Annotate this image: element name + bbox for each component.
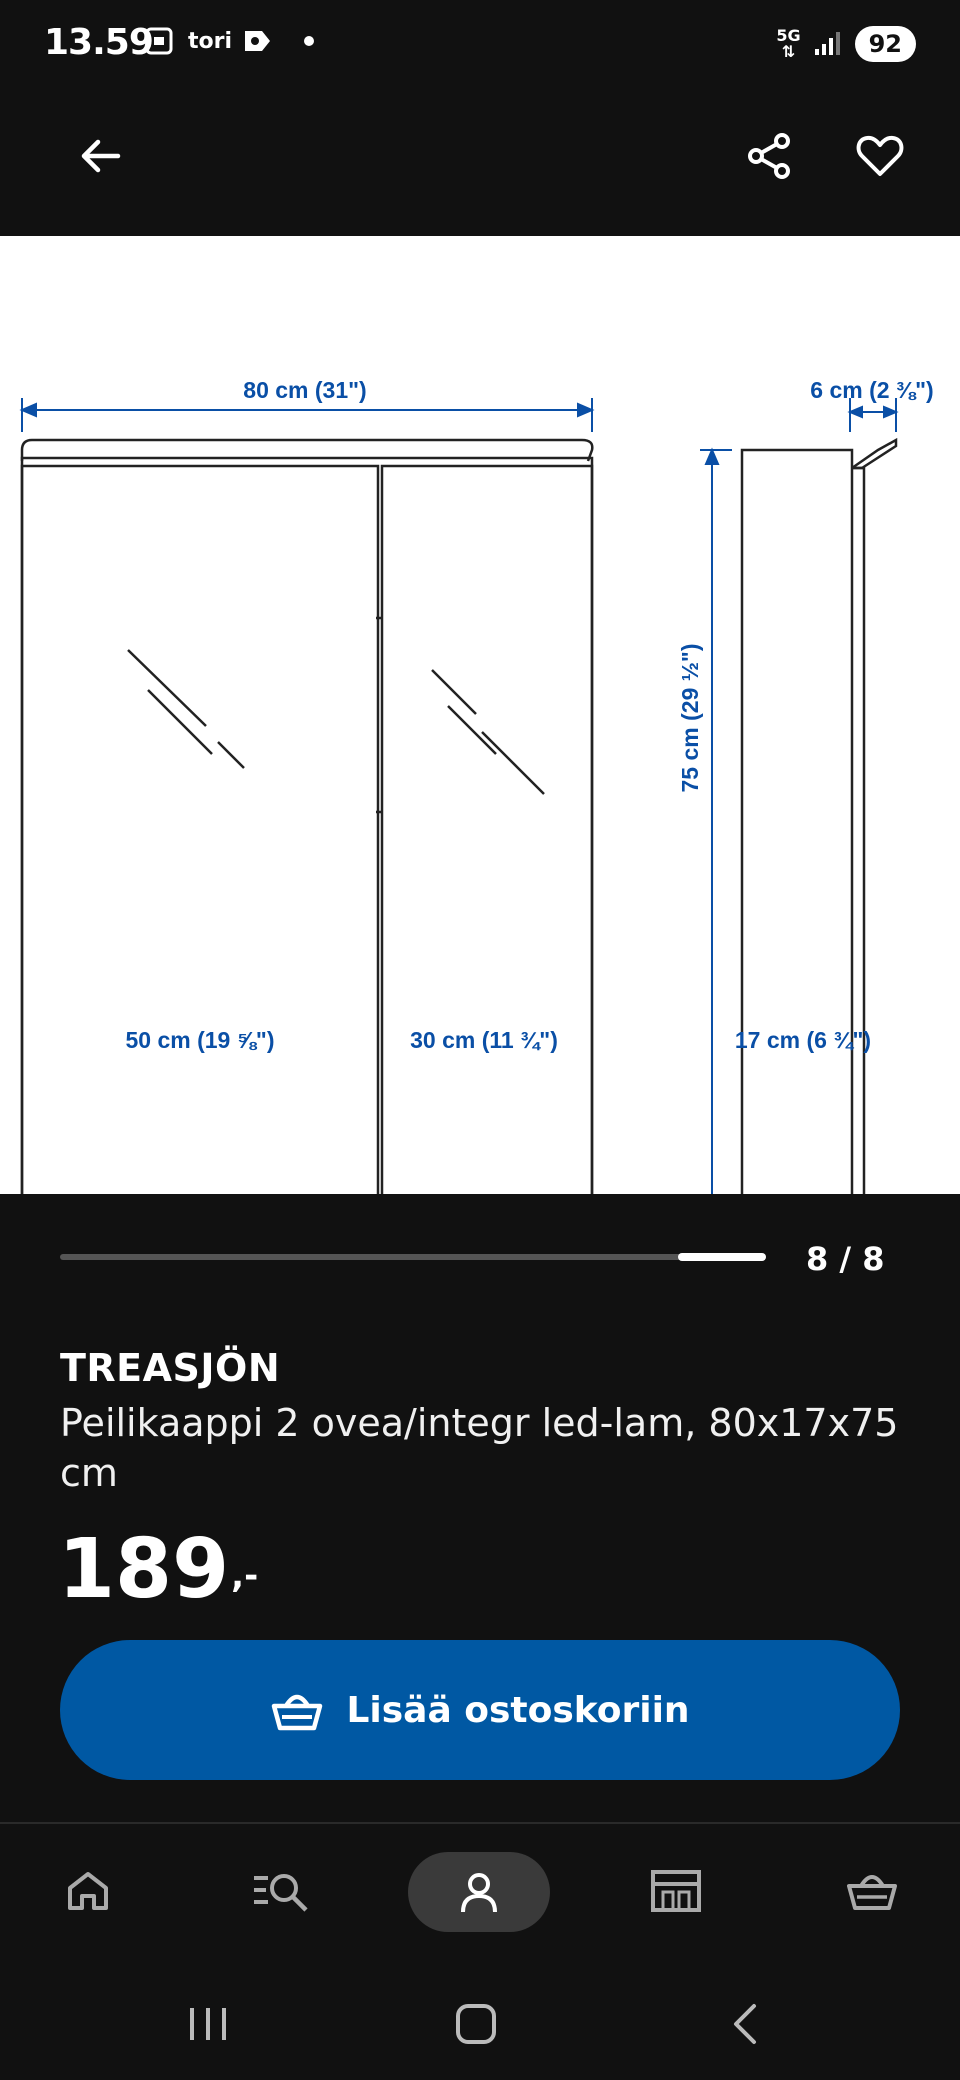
- share-icon: [744, 130, 796, 182]
- nav-search[interactable]: [242, 1850, 322, 1930]
- nav-store[interactable]: [636, 1850, 716, 1930]
- top-app-bar: [0, 92, 960, 236]
- back-button[interactable]: [60, 116, 140, 196]
- nav-profile[interactable]: [408, 1852, 550, 1932]
- price-suffix: ,-: [231, 1556, 259, 1596]
- product-image-dimensions[interactable]: [0, 236, 960, 1194]
- product-description: Peilikaappi 2 ovea/integr led-lam, 80x17x75 cm: [60, 1401, 899, 1495]
- front-view: [22, 440, 592, 1194]
- product-price: [58, 1520, 258, 1620]
- favorite-button[interactable]: [840, 116, 920, 196]
- top-depth-label: 6 cm (2 ⅜"): [810, 377, 934, 403]
- recent-apps-icon: [186, 2004, 230, 2044]
- left-door-width-label: 50 cm (19 ⅝"): [125, 1027, 275, 1053]
- signal-icon: [813, 31, 843, 57]
- status-system-icons: [776, 26, 916, 62]
- product-brand: TREASJÖN: [60, 1346, 281, 1390]
- location-tag-icon: [242, 26, 272, 56]
- add-to-cart-button[interactable]: [60, 1640, 900, 1780]
- price-value: 189: [58, 1522, 230, 1617]
- basket-icon: [270, 1686, 324, 1734]
- dimension-lines: [22, 398, 896, 1194]
- add-to-cart-label: Lisää ostoskoriin: [346, 1689, 690, 1731]
- notification-dot-icon: [304, 36, 314, 46]
- depth-label: 17 cm (6 ¾"): [734, 1027, 872, 1053]
- app-label: tori: [188, 28, 233, 54]
- chevron-left-icon: [724, 2002, 768, 2046]
- bottom-navigation: [0, 1822, 960, 1954]
- battery-level: 92: [855, 26, 916, 62]
- home-icon: [64, 1866, 112, 1914]
- height-label: 75 cm (29 ½"): [677, 643, 703, 793]
- width-label: 80 cm (31"): [243, 377, 367, 403]
- nav-home[interactable]: [48, 1850, 128, 1930]
- dimension-drawing: [0, 236, 960, 1194]
- nav-cart[interactable]: [832, 1850, 912, 1930]
- gallery-progress-fill: [678, 1253, 766, 1261]
- store-icon: [649, 1866, 703, 1914]
- heart-icon: [854, 130, 906, 182]
- basket-icon: [845, 1866, 899, 1914]
- network-type-label: 5G: [776, 26, 801, 45]
- system-navigation-bar: [0, 1954, 960, 2080]
- home-square-icon: [454, 2002, 498, 2046]
- home-system-button[interactable]: [436, 1984, 516, 2064]
- arrow-left-icon: [76, 132, 124, 180]
- profile-icon: [455, 1868, 503, 1916]
- status-bar: [0, 0, 960, 92]
- right-door-width-label: 30 cm (11 ¾"): [410, 1027, 558, 1053]
- screenshot-icon: [144, 26, 174, 56]
- back-system-button[interactable]: [706, 1984, 786, 2064]
- gallery-progress-track: [60, 1254, 766, 1260]
- gallery-counter: 8 / 8: [806, 1240, 885, 1278]
- status-time: 13.59: [44, 22, 153, 63]
- share-button[interactable]: [730, 116, 810, 196]
- search-list-icon: [252, 1866, 312, 1914]
- side-view: [742, 440, 896, 1194]
- status-notification-icons: [144, 26, 314, 56]
- network-type-icon: 5G ⇅: [776, 26, 801, 61]
- recent-apps-button[interactable]: [168, 1984, 248, 2064]
